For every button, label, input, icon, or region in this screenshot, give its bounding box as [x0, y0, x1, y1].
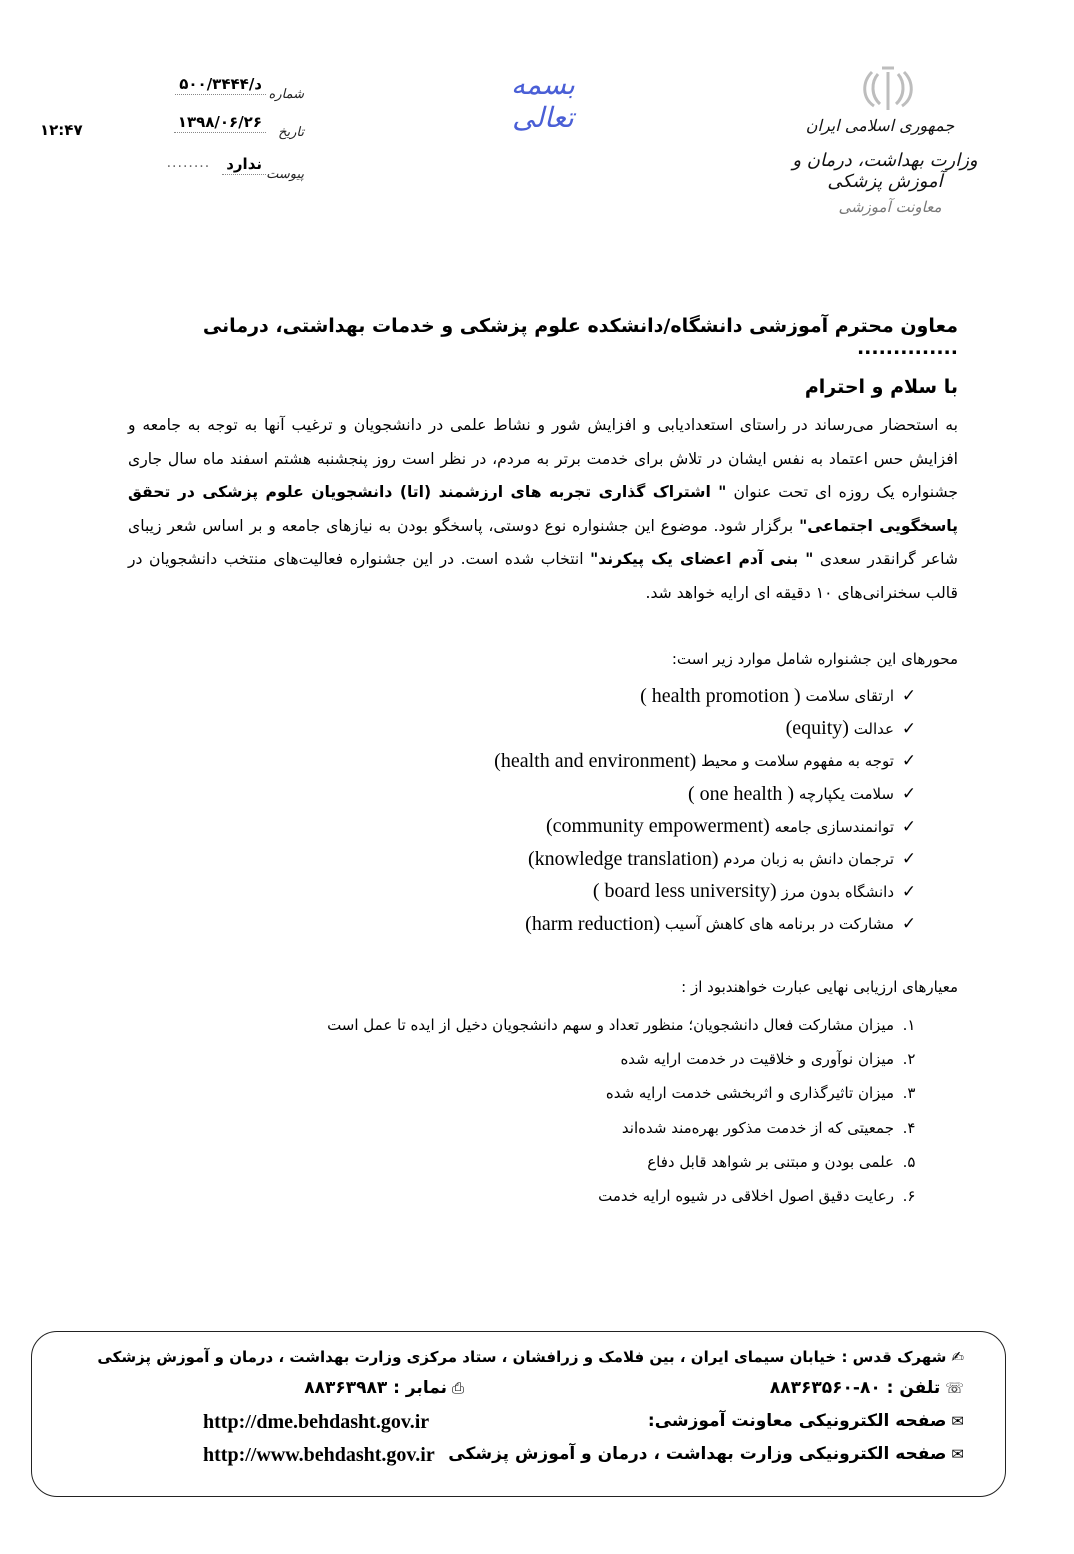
check-icon: ✓ [901, 784, 917, 805]
axis-item [494, 713, 924, 746]
greeting: با سلام و احترام [804, 376, 958, 398]
criterion-item [327, 1076, 924, 1110]
axis-en: (health and environment) [494, 749, 697, 772]
check-icon: ✓ [901, 914, 917, 935]
deputy-website-link[interactable]: http://dme.behdasht.gov.ir [203, 1411, 430, 1433]
axis-fa: ارتقای سلامت [805, 687, 894, 706]
address-text: شهرک قدس : خیابان سیمای ایران ، بین فلامک و زرافشان ، ستاد مرکزی وزارت بهداشت ، درمان و آموزش پزشکی [97, 1348, 947, 1366]
criterion-text: میزان تاثیرگذاری و اثربخشی خدمت ارایه شده [605, 1084, 894, 1103]
axis-fa: عدالت [853, 719, 894, 738]
criterion-number: ۳. [902, 1084, 916, 1103]
festival-title: " اشتراک گذاری تجربه های ارزشمند (اتا) دانشجویان علوم پزشکی در تحقق پاسخگویی اجتماعی" [128, 483, 958, 535]
letter-number-value: د/۵۰۰/۳۴۴۴ [175, 75, 266, 95]
axis-item [494, 745, 924, 778]
criteria-list [327, 1008, 924, 1213]
letter-date-row [174, 113, 304, 140]
axis-item [494, 810, 924, 843]
web-ministry-label: صفحه الکترونیکی وزارت بهداشت ، درمان و آموزش پزشکی [448, 1444, 947, 1464]
criterion-text: میزان نوآوری و خلاقیت در خدمت ارایه شده [620, 1050, 894, 1069]
criterion-item [327, 1145, 924, 1179]
ministry-name: وزارت بهداشت، درمان و آموزش پزشکی [792, 150, 978, 192]
attachment-value: ندارد [222, 155, 266, 175]
axis-en: (harm reduction) [525, 912, 661, 935]
criterion-item [327, 1008, 924, 1042]
axis-fa: توجه به مفهوم سلامت و محیط [701, 752, 894, 771]
axis-item [494, 680, 924, 713]
criteria-title: معیارهای ارزیابی نهایی عبارت خواهندبود از : [681, 978, 958, 996]
body-paragraph [128, 409, 958, 610]
axis-en: (community empowerment) [546, 815, 770, 838]
footer-address [97, 1348, 964, 1366]
phone-text: تلفن : ۸۰-۸۸۳۶۳۵۶۰ [769, 1378, 941, 1398]
axis-en: ( health promotion ) [640, 684, 801, 707]
footer-web-deputy [648, 1411, 964, 1431]
addressee-line: معاون محترم آموزشی دانشگاه/دانشکده علوم پزشکی و خدمات بهداشتی، درمانی .............. [202, 315, 958, 359]
web-deputy-label: صفحه الکترونیکی معاونت آموزشی: [647, 1411, 947, 1431]
paragraph-part-3: انتخاب شده است. در این جشنواره فعالیت‌های منتخب دانشجویان در قالب سخنرانی‌های ۱۰ دقیقه ای ارایه خواهد شد. [128, 550, 958, 602]
axis-en: ( board less university) [592, 880, 777, 903]
axis-fa: سلامت یکپارچه [798, 785, 894, 804]
deputy-name: معاونت آموزشی [838, 198, 942, 216]
criterion-item [327, 1042, 924, 1076]
criterion-number: ۱. [902, 1016, 916, 1035]
pen-icon: ✍ [951, 1348, 964, 1366]
footer-fax [304, 1378, 464, 1398]
criterion-text: جمعیتی که از خدمت مذکور بهره‌مند شده‌اند [621, 1118, 894, 1137]
iran-emblem-icon [858, 62, 918, 114]
check-icon: ✓ [901, 881, 917, 902]
fax-text: نمابر : ۸۸۳۶۳۹۸۳ [304, 1378, 447, 1398]
axis-fa: دانشگاه بدون مرز [781, 882, 894, 901]
axis-item [494, 778, 924, 811]
letter-number-label: شماره [268, 87, 304, 102]
criterion-item [327, 1179, 924, 1213]
criterion-text: علمی بودن و مبتنی بر شواهد قابل دفاع [647, 1152, 894, 1171]
criterion-number: ۵. [902, 1152, 916, 1171]
envelope-icon: ✉ [951, 1412, 964, 1430]
axis-fa: ترجمان دانش به زبان مردم [723, 850, 894, 869]
bismillah-heading: بسمه تعالی [511, 68, 575, 134]
poem-quote: " بنی آدم اعضای یک پیکرند" [590, 550, 814, 568]
footer-web-ministry [448, 1444, 964, 1464]
axis-fa: توانمندسازی جامعه [774, 817, 894, 836]
axes-title: محورهای این جشنواره شامل موارد زیر است: [671, 650, 958, 668]
axis-item [494, 843, 924, 876]
attachment-row [167, 155, 304, 182]
axes-list [494, 680, 924, 941]
axis-fa: مشارکت در برنامه های کاهش آسیب [664, 915, 894, 934]
telephone-icon: ☏ [945, 1379, 964, 1397]
republic-name: جمهوری اسلامی ایران [805, 116, 955, 135]
check-icon: ✓ [901, 686, 917, 707]
attachment-label: پیوست [266, 167, 304, 182]
letter-date-value: ۱۳۹۸/۰۶/۲۶ [174, 113, 266, 133]
check-icon: ✓ [901, 816, 917, 837]
ministry-website-link[interactable]: http://www.behdasht.gov.ir [203, 1444, 435, 1466]
axis-en: (knowledge translation) [528, 847, 719, 870]
paragraph-part-2: برگزار شود. موضوع این جشنواره نوع دوستی، پاسخگو بودن به نیازهای جامعه و بر اساس شعر زیبای شاعر گرانقدر سعدی [128, 516, 958, 568]
check-icon: ✓ [901, 751, 917, 772]
letter-date-label: تاریخ [278, 125, 304, 140]
criterion-number: ۲. [902, 1050, 916, 1069]
envelope-icon: ✉ [951, 1445, 964, 1463]
criterion-text: رعایت دقیق اصول اخلاقی در شیوه ارایه خدمت [598, 1187, 894, 1206]
check-icon: ✓ [901, 849, 917, 870]
attachment-dots: ........ [166, 155, 211, 171]
axis-en: ( one health ) [687, 782, 795, 805]
axis-item [494, 908, 924, 941]
axis-en: (equity) [785, 717, 849, 740]
time-stamp: ۱۲:۴۷ [40, 121, 83, 139]
letter-number-row [175, 75, 304, 102]
criterion-item [327, 1111, 924, 1145]
axis-item [494, 876, 924, 909]
footer-phone [770, 1378, 964, 1398]
criterion-number: ۴. [902, 1118, 916, 1137]
fax-icon: ⎙ [451, 1379, 464, 1397]
check-icon: ✓ [901, 718, 917, 739]
criterion-number: ۶. [902, 1187, 916, 1206]
paragraph-part-1: به استحضار می‌رساند در راستای استعدادیابی و افزایش شور و نشاط علمی در دانشجویان و ترغیب آنها به توجه به جامعه و افزایش حس اعتماد به نفس ایشان در تلاش برای خدمت برتر به مردم، در نظر است روز پنجشنبه هشتم اسفند ماه سال جاری جشنواره یک روزه ای تحت عنوان [128, 416, 959, 501]
criterion-text: میزان مشارکت فعال دانشجویان؛ منظور تعداد و سهم دانشجویان دخیل از ایده تا عمل است [327, 1016, 894, 1035]
